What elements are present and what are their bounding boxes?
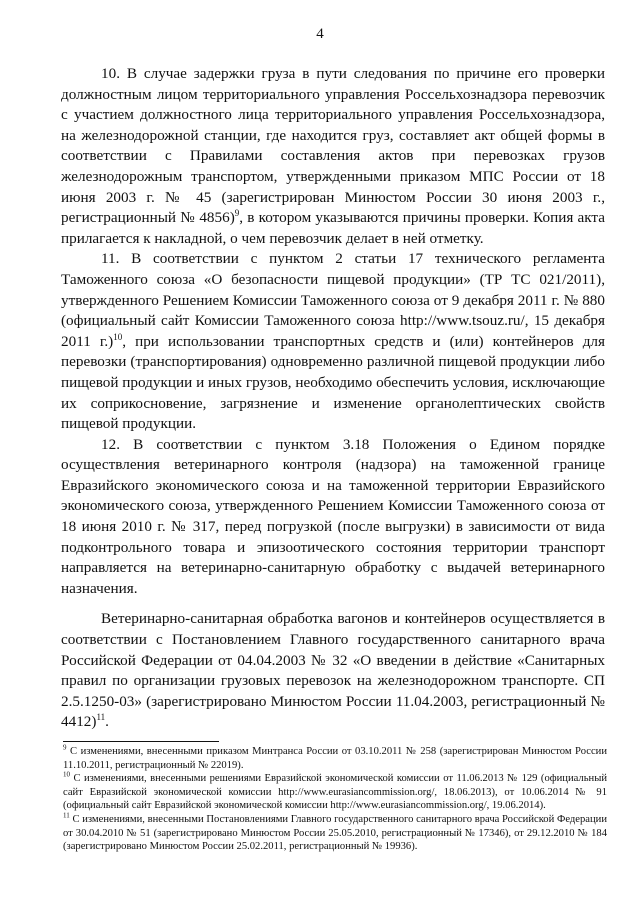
paragraph-10-text: 10. В случае задержки груза в пути следования по причине его проверки должностным лицом территориального управления Россельхознадзора перевозчик с участием должностного лица территориального управления Россельхознадзора, на железнодорожной станции, где находится груз, составляет акт общей формы в соответствии с Правилами составления актов при перевозках грузов железнодорожным транспортом, утвержденными приказом МПС России от 18 июня 2003 г. № 45 (зарегистрирован Минюстом России 30 июня 2003 г., регистрационный № 4856) — [61, 65, 605, 227]
footnote-separator — [63, 741, 219, 742]
footnote-11-text: С изменениями, внесенными Постановлениями Главного государственного санитарного врача Российской Федерации от 30.04.2010 № 51 (зарегистрировано Минюстом России 25.05.2010, регистрационный № 17346), от 29.12.2010 № 184 (зарегистрировано Минюстом России 25.02.2011, регистрационный № 19936). — [63, 813, 607, 853]
footnote-ref-9: 9 — [234, 208, 240, 219]
paragraph-11 — [61, 249, 605, 434]
paragraph-11-text-end: , при использовании транспортных средств и (или) контейнеров для перевозки (транспортирования) одновременно различной пищевой продукции либо пищевой продукции и иных грузов, необходимо обеспечить условия, исключающие их соприкосновение, загрязнение и изменение органолептических свойств пищевой продукции. — [61, 332, 605, 433]
footnote-mark-10: 10 — [63, 770, 70, 779]
footnote-10 — [63, 772, 607, 813]
footnote-11 — [63, 813, 607, 854]
footnote-mark-11: 11 — [63, 811, 70, 820]
footnote-10-text: С изменениями, внесенными решениями Евразийской экономической комиссии от 11.06.2013 № 129 (официальный сайт Евразийской экономической комиссии http://www.eurasiancommission.org/, 18.06.2013), от 10.06.2014 № 91 (официальный сайт Евразийской экономической комиссии http://www.eurasiancommission.org/, 19.06.2014). — [63, 773, 607, 812]
paragraph-13-text: Ветеринарно-санитарная обработка вагонов и контейнеров осуществляется в соответствии с Постановлением Главного государственного санитарного врача Российской Федерации от 04.04.2003 № 32 «О введении в действие «Санитарных правил по организации грузовых перевозок на железнодорожном транспорте. СП 2.5.1250-03» (зарегистрировано Минюстом России 11.04.2003, регистрационный № 4412) — [61, 610, 605, 731]
paragraph-10 — [61, 64, 605, 249]
footnote-9-text: С изменениями, внесенными приказом Минтранса России от 03.10.2011 № 258 (зарегистрирован Минюстом России 11.10.2011, регистрационный № 22019). — [63, 746, 607, 771]
footnote-9 — [63, 745, 607, 772]
paragraph-13 — [61, 609, 605, 733]
footnote-ref-10: 10 — [113, 331, 123, 342]
footnote-ref-11: 11 — [96, 712, 106, 723]
document-body — [61, 64, 605, 733]
paragraph-13-text-end: . — [105, 713, 109, 731]
paragraph-12: 12. В соответствии с пунктом 3.18 Положения о Едином порядке осуществления ветеринарного контроля (надзора) на таможенной границе Евразийского экономического союза и на таможенной территории Евразийского экономического союза, утвержденного Решением Комиссии Таможенного союза от 18 июня 2010 г. № 317, перед погрузкой (после выгрузки) в зависимости от вида подконтрольного товара и эпизоотического состояния территории транспорт направляется на ветеринарно-санитарную обработку с выдачей ветеринарного назначения. — [61, 435, 605, 597]
paragraph-11-text: 11. В соответствии с пунктом 2 статьи 17 технического регламента Таможенного союза «О безопасности пищевой продукции» (ТР ТС 021/2011), утвержденного Решением Комиссии Таможенного союза от 9 декабря 2011 г. № 880 (официальный сайт Комиссии Таможенного союза http://www.tsouz.ru/, 15 декабря 2011 г.) — [61, 250, 605, 350]
paragraph-10-text-end: , в котором указываются причины проверки. Копия акта прилагается к накладной, о чем перевозчик делает в ней отметку. — [61, 209, 605, 247]
page-number: 4 — [316, 26, 324, 42]
footnotes — [63, 745, 607, 854]
footnote-mark-9: 9 — [63, 743, 67, 752]
